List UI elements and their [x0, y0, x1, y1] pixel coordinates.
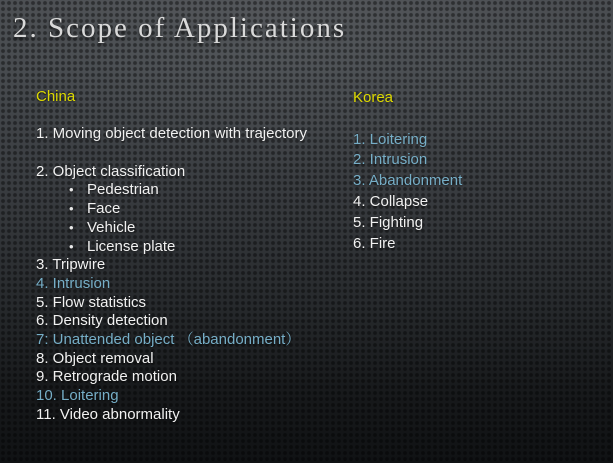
blank-line: [36, 144, 351, 163]
list-item: 7: Unattended object （abandonment）: [36, 330, 301, 348]
list-item-label: License plate: [87, 237, 176, 255]
list-item: [36, 181, 351, 200]
column-heading: China: [36, 88, 76, 105]
list-item: 10. Loitering: [36, 387, 119, 404]
list-item: 2. Object classification: [36, 162, 186, 180]
list-item: 1. Moving object detection with trajectory: [36, 125, 307, 143]
list-item: [36, 219, 351, 238]
list-item: [36, 200, 351, 219]
korea-column: [353, 88, 588, 254]
list-item: 6. Density detection: [36, 312, 168, 330]
list-item: 6. Fire: [353, 234, 396, 252]
blank-line: [36, 107, 351, 126]
list-item-label: Vehicle: [87, 218, 136, 236]
column-heading: Korea: [353, 89, 394, 106]
china-column: [36, 88, 351, 424]
bullet-icon: •: [69, 238, 74, 254]
blank-line: [353, 109, 588, 130]
bullet-icon: •: [69, 182, 74, 198]
list-item-label: Pedestrian: [87, 181, 159, 199]
bullet-icon: •: [69, 201, 74, 217]
list-item: 1. Loitering: [353, 130, 428, 148]
list-item: 4. Intrusion: [36, 274, 111, 292]
list-item: 5. Flow statistics: [36, 293, 147, 311]
list-item: 5. Fighting: [353, 213, 424, 231]
list-item: 3. Tripwire: [36, 256, 106, 274]
list-item: 2. Intrusion: [353, 151, 428, 169]
slide-title: 2. Scope of Applications: [13, 12, 347, 44]
list-item: [36, 238, 351, 257]
list-item: 8. Object removal: [36, 349, 154, 367]
list-item: 3. Abandonment: [353, 172, 463, 190]
list-item: 11. Video abnormality: [36, 405, 180, 423]
list-item-label: Face: [87, 200, 121, 218]
list-item: 9. Retrograde motion: [36, 368, 177, 386]
list-item: 4. Collapse: [353, 192, 429, 210]
bullet-icon: •: [69, 219, 74, 235]
